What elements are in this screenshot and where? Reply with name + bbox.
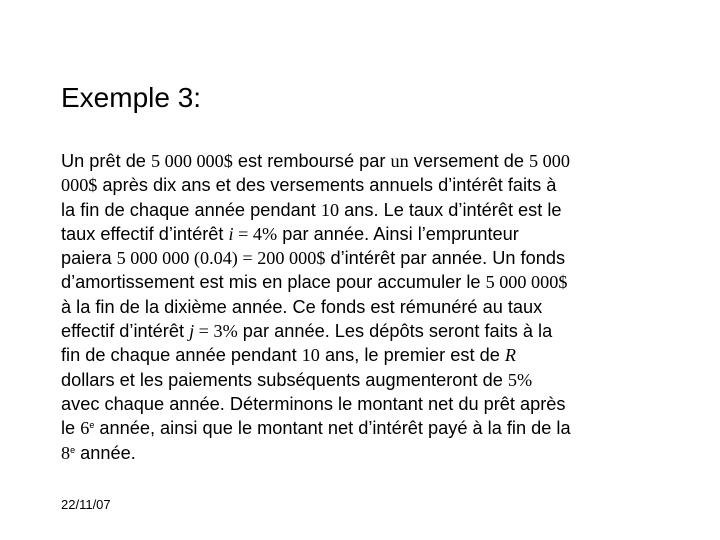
body-line: avec chaque année. Déterminons le montant net du prêt après: [61, 393, 566, 414]
body-line: 8e année.: [61, 442, 136, 463]
body-line: d’amortissement est mis en place pour accumuler le 5 000 000$: [61, 272, 568, 293]
body-paragraph: [61, 149, 641, 465]
body-line: 000$ après dix ans et des versements annuels d’intérêt faits à: [61, 175, 557, 196]
body-line: le 6e année, ainsi que le montant net d’intérêt payé à la fin de la: [61, 418, 571, 439]
body-line: taux effectif d’intérêt i = 4% par année. Ainsi l’emprunteur: [61, 223, 519, 244]
slide-title: Exemple 3:: [61, 82, 202, 113]
body-line: fin de chaque année pendant 10 ans, le premier est de R: [61, 345, 517, 366]
body-line: Un prêt de 5 000 000$ est remboursé par un versement de 5 000: [61, 151, 570, 171]
body-line: la fin de chaque année pendant 10 ans. Le taux d’intérêt est le: [61, 199, 562, 220]
body-line: dollars et les paiements subséquents augmenteront de 5%: [61, 369, 533, 390]
body-line: effectif d’intérêt j = 3% par année. Les dépôts seront faits à la: [61, 321, 553, 342]
slide-date: 22/11/07: [61, 497, 111, 512]
body-line: à la fin de la dixième année. Ce fonds est rémunéré au taux: [61, 296, 543, 317]
body-line: paiera 5 000 000 (0.04) = 200 000$ d’intérêt par année. Un fonds: [61, 248, 566, 269]
